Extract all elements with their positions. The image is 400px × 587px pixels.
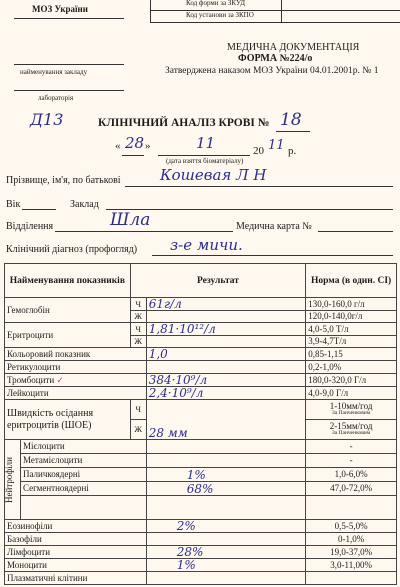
- row-result[interactable]: [146, 311, 306, 323]
- esr-norm-m: 1-10мм/год За Панченковим: [306, 400, 397, 420]
- department-value[interactable]: Шла: [110, 210, 151, 230]
- row-result[interactable]: [146, 572, 306, 585]
- check-icon: ✓: [56, 374, 64, 385]
- date-note: (дата взяття біоматеріалу): [166, 157, 244, 165]
- row-name: Плазматичні клітини: [5, 572, 147, 585]
- row-name: Моноцити: [5, 559, 147, 572]
- age-line: [22, 209, 56, 210]
- table-row: [5, 440, 397, 454]
- date-month: 11: [196, 134, 216, 152]
- codes-vline: [281, 0, 282, 22]
- diagnosis-value[interactable]: з-е мичи.: [170, 236, 243, 254]
- table-row: [5, 374, 397, 387]
- institution-line: [14, 64, 124, 65]
- medcard-label: Медична карта №: [236, 221, 312, 232]
- year-suffix: р.: [288, 145, 297, 157]
- medcard-line: [318, 231, 393, 232]
- name-label: Прізвище, ім'я, по батькові: [6, 175, 121, 186]
- row-name: Гемоглобін: [5, 298, 131, 323]
- number-line: [276, 131, 310, 132]
- header-line: [14, 18, 124, 19]
- row-name: Еозинофіли: [5, 520, 147, 533]
- year-prefix: 20: [253, 145, 264, 157]
- row-result[interactable]: [146, 454, 306, 468]
- row-norm: 0,2-1,0%: [306, 361, 397, 374]
- lab-line: [14, 90, 124, 91]
- month-line: [158, 155, 250, 156]
- row-norm: 47,0-72,0%: [306, 482, 397, 496]
- date-quote-open: «: [115, 140, 121, 152]
- table-row: [5, 361, 397, 374]
- row-norm: 130,0-160,0 г/л: [306, 298, 397, 311]
- table-row: [5, 298, 397, 311]
- table-row: [5, 387, 397, 400]
- row-norm: [306, 572, 397, 585]
- table-row: [5, 546, 397, 559]
- esr-name: Швидкість осідання еритроцитів (ШОЕ): [5, 400, 131, 440]
- date-quote-close: »: [145, 140, 151, 152]
- date-year: 11: [268, 138, 285, 153]
- row-norm: 1,0-6,0%: [306, 468, 397, 482]
- esr-result[interactable]: 28 мм: [146, 400, 306, 440]
- diagnosis-label: Клінічний діагноз (профогляд): [6, 244, 138, 255]
- date-day: 28: [125, 134, 145, 152]
- analysis-title: КЛІНІЧНИЙ АНАЛІЗ КРОВІ №: [98, 117, 270, 129]
- form-code-label: Код форми за ЗКУД: [186, 0, 245, 7]
- facility-label: Заклад: [70, 199, 99, 210]
- row-norm: 19,0-37,0%: [306, 546, 397, 559]
- results-table: [4, 263, 397, 585]
- department-line: [55, 231, 233, 232]
- row-sub: Ж: [130, 311, 146, 323]
- row-norm: -: [306, 440, 397, 454]
- row-name: Еритроцити: [5, 323, 131, 348]
- row-name: Кольоровий показник: [5, 348, 147, 361]
- row-name: Сегментноядерні: [20, 482, 146, 496]
- row-norm: -: [306, 454, 397, 468]
- row-result[interactable]: 1%: [146, 559, 306, 572]
- form-number: ФОРМА №224/о: [238, 53, 313, 64]
- doc-type: МЕДИЧНА ДОКУМЕНТАЦІЯ: [227, 42, 360, 53]
- row-result[interactable]: [146, 440, 306, 454]
- table-row: [5, 454, 397, 468]
- ministry-name: МОЗ України: [32, 4, 88, 14]
- row-norm: 3,0-11,00%: [306, 559, 397, 572]
- dept-code: Д13: [30, 110, 64, 129]
- day-line: [122, 155, 144, 156]
- row-norm: 120,0-140,0г/л: [306, 311, 397, 323]
- analysis-number: 18: [280, 110, 302, 130]
- row-result[interactable]: 2%: [146, 520, 306, 533]
- table-row: [5, 482, 397, 496]
- header-name: Найменування показників: [5, 264, 131, 298]
- lab-label: лабораторія: [38, 94, 74, 102]
- esr-sub-m: Ч: [130, 400, 146, 420]
- table-row: [5, 559, 397, 572]
- row-result[interactable]: 1,81·10¹²/л: [146, 323, 306, 336]
- row-result[interactable]: 2,4·10⁹/л: [146, 387, 306, 400]
- row-name: Паличкоядерні: [20, 468, 146, 482]
- row-sub: Ж: [130, 336, 146, 348]
- diagnosis-line: [152, 255, 393, 256]
- row-name-empty: [20, 496, 146, 520]
- name-value[interactable]: Кошевая Л Н: [160, 166, 267, 184]
- row-result[interactable]: 1,0: [146, 348, 306, 361]
- table-row: [5, 348, 397, 361]
- row-name: Тромбоцити ✓: [5, 374, 147, 387]
- name-line: [125, 186, 393, 187]
- row-norm: 4,0-9,0 Г/л: [306, 387, 397, 400]
- approval-note: Затверджена наказом МОЗ України 04.01.2001р. № 1: [165, 66, 379, 76]
- row-result[interactable]: [146, 533, 306, 546]
- table-row: [5, 572, 397, 585]
- row-sub: Ч: [130, 298, 146, 311]
- table-row-esr-m: [5, 400, 397, 420]
- row-norm-empty: [306, 496, 397, 520]
- table-row-empty: [5, 496, 397, 520]
- table-row: [5, 533, 397, 546]
- row-norm: 4,0-5,0 Т/л: [306, 323, 397, 336]
- department-label: Відділення: [6, 221, 54, 232]
- header-norm: Норма (в один. СІ): [306, 264, 397, 298]
- institution-label: найменування закладу: [20, 68, 88, 76]
- row-norm: 0-1,0%: [306, 533, 397, 546]
- row-result[interactable]: 384·10⁹/л: [146, 374, 306, 387]
- codes-divider: [151, 10, 400, 11]
- row-norm: 0,5-5,0%: [306, 520, 397, 533]
- row-norm: 3,9-4,7Т/л: [306, 336, 397, 348]
- table-row: [5, 520, 397, 533]
- row-norm: 180,0-320,0 Г/л: [306, 374, 397, 387]
- row-result[interactable]: [146, 361, 306, 374]
- row-norm: 0,85-1,15: [306, 348, 397, 361]
- esr-norm-f: 2-15мм/год За Панченковим: [306, 420, 397, 440]
- row-result[interactable]: 61г/л: [146, 298, 306, 311]
- table-header-row: [5, 264, 397, 298]
- table-row: [5, 323, 397, 336]
- row-name: Метамієлоцити: [20, 454, 146, 468]
- row-name: Мієлоцити: [20, 440, 146, 454]
- row-name: Лімфоцити: [5, 546, 147, 559]
- row-name: Лейкоцити: [5, 387, 147, 400]
- row-result-empty[interactable]: [146, 496, 306, 520]
- row-result[interactable]: 28%: [146, 546, 306, 559]
- row-result[interactable]: 1%: [146, 468, 306, 482]
- row-sub: Ч: [130, 323, 146, 336]
- row-result[interactable]: 68%: [146, 482, 306, 496]
- esr-sub-f: Ж: [130, 420, 146, 440]
- age-label: Вік: [6, 199, 21, 210]
- header-result: Результат: [130, 264, 306, 298]
- codes-box: [150, 0, 400, 23]
- row-name: Ретикулоцити: [5, 361, 147, 374]
- institution-code-label: Код установи за ЗКПО: [186, 11, 254, 19]
- row-result[interactable]: [146, 336, 306, 348]
- table-row: [5, 468, 397, 482]
- row-name: Базофіли: [5, 533, 147, 546]
- neutrophils-group: Нейтрофіли: [5, 440, 21, 520]
